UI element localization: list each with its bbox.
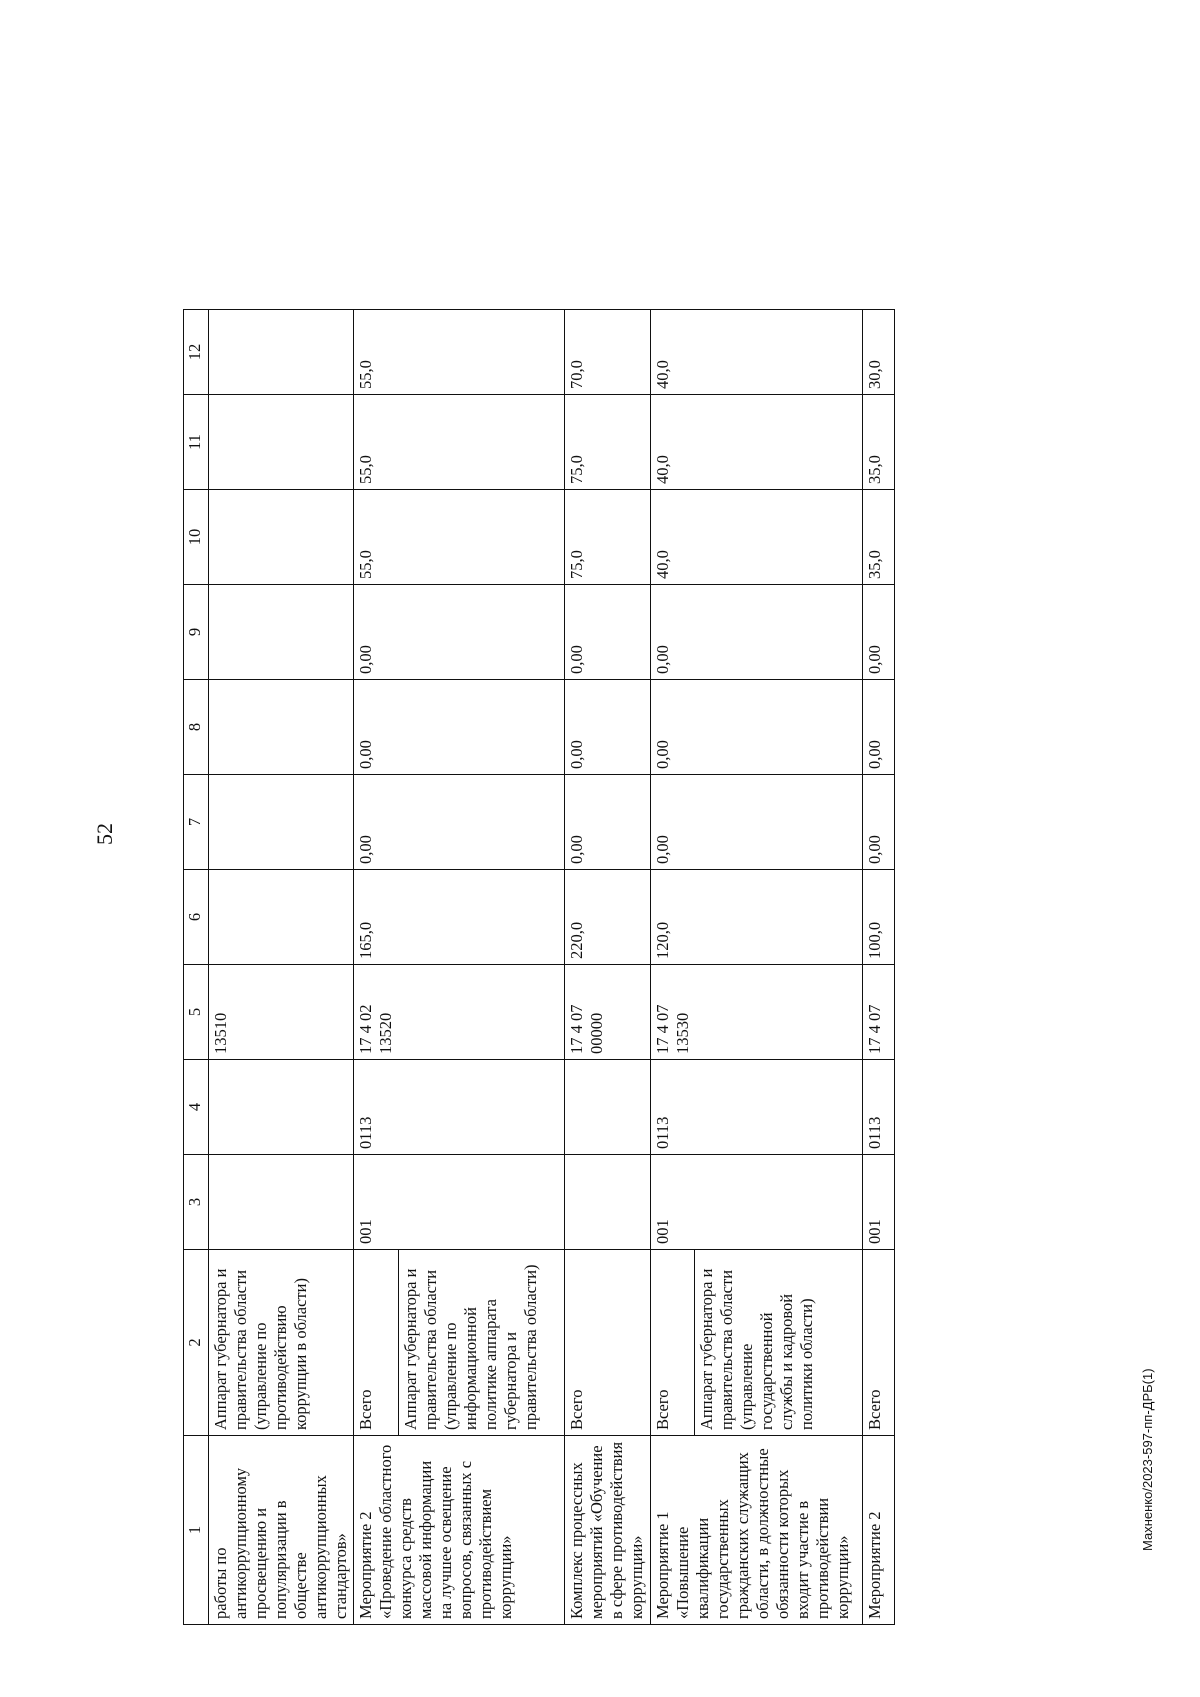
row5-activity: Мероприятие 2: [863, 1436, 895, 1625]
table-header-row: [184, 310, 209, 1625]
row2-c7: 0,00: [354, 775, 399, 870]
document-code: Махненко/2023-597-пп-ДРБ(1): [1140, 1368, 1155, 1551]
row1-c10: [209, 490, 354, 585]
row5-c7: 0,00: [863, 775, 895, 870]
row3-total-label: Всего: [564, 1250, 650, 1436]
row2-total-label: Всего: [354, 1250, 399, 1436]
page-number: 52: [92, 823, 117, 845]
row5-total-label: Всего: [863, 1250, 895, 1436]
header-col-7: 7: [184, 775, 209, 870]
row5-c6: 100,0: [863, 870, 895, 965]
row5-c8: 0,00: [863, 680, 895, 775]
table-row: [564, 310, 650, 1625]
row3-activity: Комплекс процессных мероприятий «Обучение в сфере противодействия коррупции»: [564, 1436, 650, 1625]
row2-c4: 0113: [354, 1060, 399, 1155]
header-col-12: 12: [184, 310, 209, 395]
header-col-4: 4: [184, 1060, 209, 1155]
table-row: [863, 310, 895, 1625]
table-row: [209, 310, 354, 1625]
row5-c5: 17 4 07: [863, 965, 895, 1060]
row1-c11: [209, 395, 354, 490]
row2-c10: 55,0: [354, 490, 399, 585]
row4-total-label: Всего: [650, 1250, 695, 1436]
row3-c7: 0,00: [564, 775, 650, 870]
row1-activity: работы по антикоррупционному просвещению и популяризации в обществе антикоррупционных стандартов»: [209, 1436, 354, 1625]
header-col-3: 3: [184, 1155, 209, 1250]
row4-c7: 0,00: [650, 775, 695, 870]
row5-c9: 0,00: [863, 585, 895, 680]
header-col-11: 11: [184, 395, 209, 490]
row4-c5: 17 4 07 13530: [650, 965, 695, 1060]
header-col-8: 8: [184, 680, 209, 775]
row1-c5: 13510: [209, 965, 354, 1060]
row2-activity: Мероприятие 2 «Проведение областного конкурса средств массовой информации на лучшее освещение вопросов, связанных с противодействием коррупции»: [354, 1436, 565, 1625]
row3-c8: 0,00: [564, 680, 650, 775]
row1-c4: [209, 1060, 354, 1155]
budget-table: [183, 309, 895, 1625]
header-col-2: 2: [184, 1250, 209, 1436]
row5-c10: 35,0: [863, 490, 895, 585]
row4-executor: Аппарат губернатора и правительства области (управление государственной службы и кадровой политики области): [695, 1250, 863, 1436]
row2-c8: 0,00: [354, 680, 399, 775]
row2-c3: 001: [354, 1155, 399, 1250]
row4-c9: 0,00: [650, 585, 695, 680]
header-col-10: 10: [184, 490, 209, 585]
row5-c12: 30,0: [863, 310, 895, 395]
header-col-1: 1: [184, 1436, 209, 1625]
header-col-9: 9: [184, 585, 209, 680]
row5-c4: 0113: [863, 1060, 895, 1155]
row4-c6: 120,0: [650, 870, 695, 965]
row4-c8: 0,00: [650, 680, 695, 775]
row4-c11: 40,0: [650, 395, 695, 490]
header-col-5: 5: [184, 965, 209, 1060]
row1-c8: [209, 680, 354, 775]
row2-c6: 165,0: [354, 870, 399, 965]
row1-c6: [209, 870, 354, 965]
row3-c6: 220,0: [564, 870, 650, 965]
row3-c3: [564, 1155, 650, 1250]
row4-c3: 001: [650, 1155, 695, 1250]
row3-c10: 75,0: [564, 490, 650, 585]
row4-c4: 0113: [650, 1060, 695, 1155]
table-row: [695, 310, 863, 1625]
row5-c3: 001: [863, 1155, 895, 1250]
table-row: [650, 310, 695, 1625]
row3-c5: 17 4 07 00000: [564, 965, 650, 1060]
header-col-6: 6: [184, 870, 209, 965]
row1-c3: [209, 1155, 354, 1250]
table-row: [398, 310, 564, 1625]
row1-executor: Аппарат губернатора и правительства области (управление по противодействию коррупции в области): [209, 1250, 354, 1436]
row5-c11: 35,0: [863, 395, 895, 490]
row1-c9: [209, 585, 354, 680]
table-row: [354, 310, 399, 1625]
row2-c5: 17 4 02 13520: [354, 965, 399, 1060]
row1-c12: [209, 310, 354, 395]
row2-c11: 55,0: [354, 395, 399, 490]
row3-c11: 75,0: [564, 395, 650, 490]
row4-activity: Мероприятие 1 «Повышение квалификации государственных гражданских служащих области, в должностные обязанности которых входит участие в противодействии коррупции»: [650, 1436, 863, 1625]
row2-executor: Аппарат губернатора и правительства области (управление по информационной политике аппарата губернатора и правительства области): [398, 1250, 564, 1436]
row3-c4: [564, 1060, 650, 1155]
row3-c9: 0,00: [564, 585, 650, 680]
row2-c12: 55,0: [354, 310, 399, 395]
row4-c12: 40,0: [650, 310, 695, 395]
row1-c7: [209, 775, 354, 870]
row4-c10: 40,0: [650, 490, 695, 585]
row3-c12: 70,0: [564, 310, 650, 395]
row2-c9: 0,00: [354, 585, 399, 680]
